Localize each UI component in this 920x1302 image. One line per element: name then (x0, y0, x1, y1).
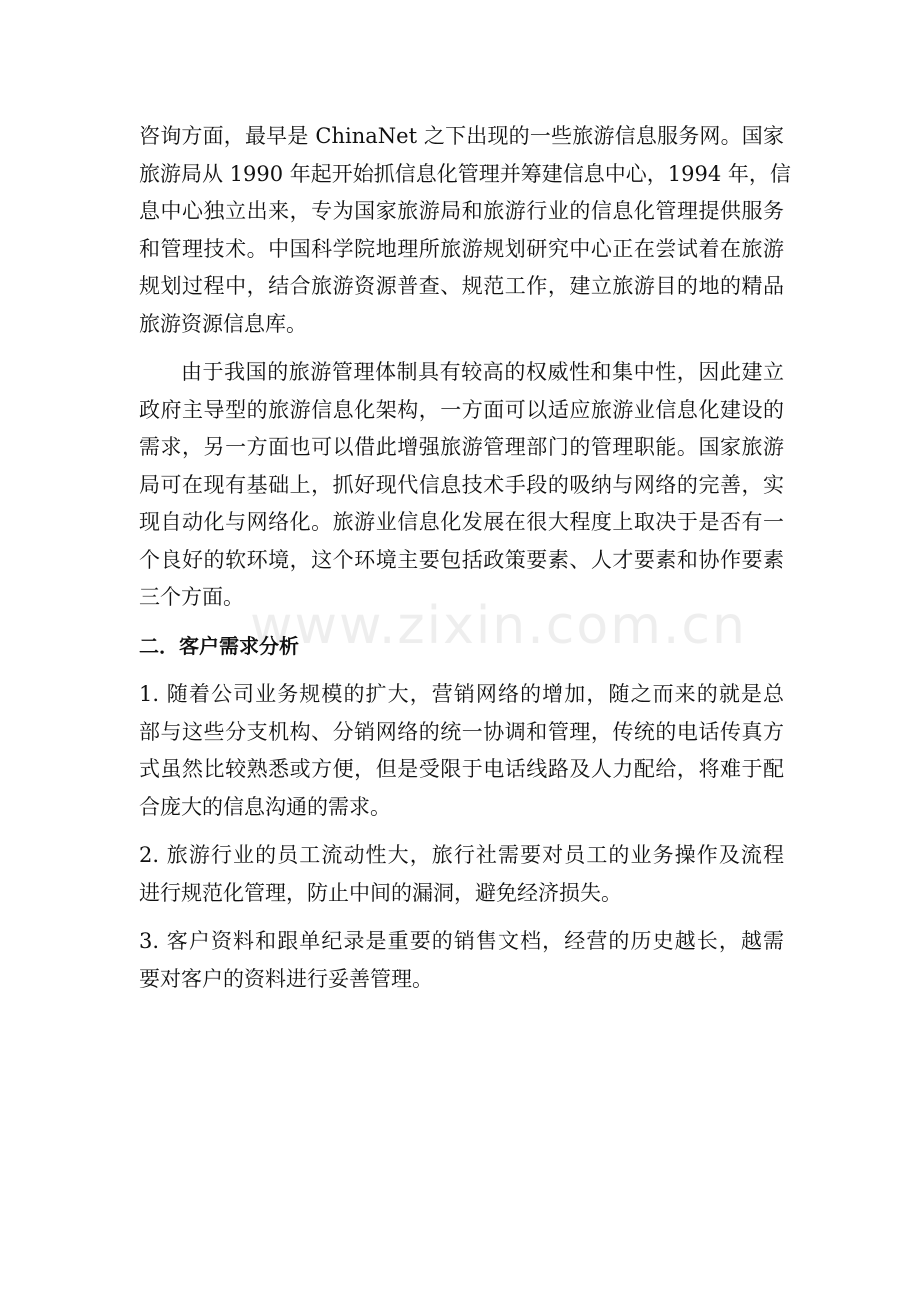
text-line: 规划过程中，结合旅游资源普查、规范工作，建立旅游目的地的精品 (139, 274, 784, 298)
list-item-2 (139, 837, 784, 912)
text-line: 合庞大的信息沟通的需求。 (139, 794, 391, 819)
text-line: 由于我国的旅游管理体制具有较高的权威性和集中性，因此建立 (181, 360, 784, 384)
text-line: 需求，另一方面也可以借此增强旅游管理部门的管理职能。国家旅游 (139, 435, 784, 459)
text-line: 息中心独立出来，专为国家旅游局和旅游行业的信息化管理提供服务 (139, 199, 784, 223)
text-line: 式虽然比较熟悉或方便，但是受限于电话线路及人力配给，将难于配 (139, 757, 784, 781)
text-line: 现自动化与网络化。旅游业信息化发展在很大程度上取决于是否有一 (139, 510, 784, 534)
text-line: 部与这些分支机构、分销网络的统一协调和管理，传统的电话传真方 (139, 719, 784, 744)
text-line: 和管理技术。中国科学院地理所旅游规划研究中心正在尝试着在旅游 (139, 236, 784, 261)
text-line: 1. 随着公司业务规模的扩大，营销网络的增加，随之而来的就是总 (139, 682, 784, 706)
text-line: 三个方面。 (139, 585, 244, 609)
text-line: 局可在现有基础上，抓好现代信息技术手段的吸纳与网络的完善，实 (139, 472, 784, 497)
list-item-1 (139, 676, 784, 826)
text-line: 政府主导型的旅游信息化架构，一方面可以适应旅游业信息化建设的 (139, 397, 784, 422)
watermark: www.zixin.com.cn (250, 596, 747, 656)
document-body (139, 118, 791, 998)
text-line: 旅游资源信息库。 (139, 311, 307, 336)
text-line: 2. 旅游行业的员工流动性大，旅行社需要对员工的业务操作及流程 (139, 843, 784, 867)
section-heading: 二．客户需求分析 (139, 633, 299, 658)
paragraph-2 (139, 354, 784, 617)
paragraph-1 (139, 118, 791, 343)
list-item-3 (139, 923, 784, 998)
text-line: 进行规范化管理，防止中间的漏洞，避免经济损失。 (139, 880, 622, 905)
text-line: 咨询方面，最早是 ChinaNet 之下出现的一些旅游信息服务网。国家 (139, 124, 784, 148)
text-line: 3. 客户资料和跟单纪录是重要的销售文档，经营的历史越长，越需 (139, 929, 784, 953)
text-line: 要对客户的资料进行妥善管理。 (139, 966, 433, 991)
text-line: 个良好的软环境，这个环境主要包括政策要素、人才要素和协作要素 (139, 547, 784, 572)
text-line: 旅游局从 1990 年起开始抓信息化管理并筹建信息中心，1994 年，信 (139, 161, 791, 186)
